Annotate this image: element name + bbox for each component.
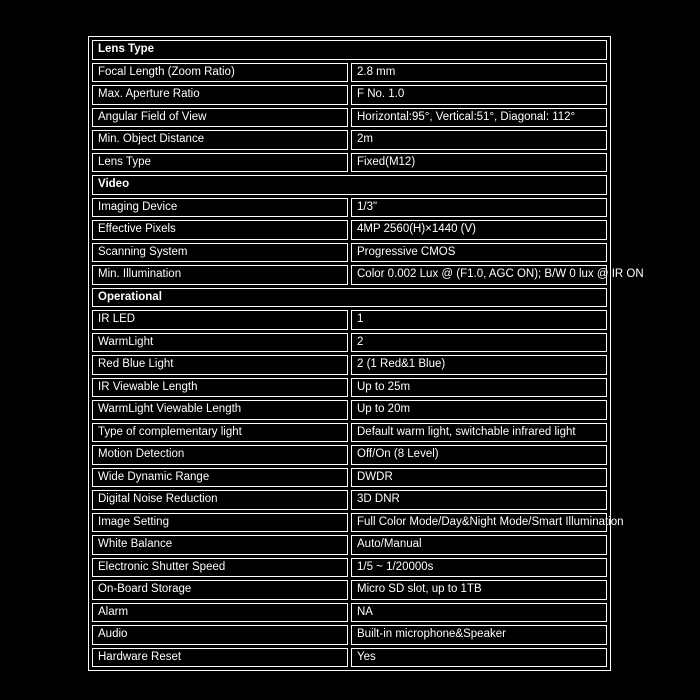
spec-value: 2 <box>351 333 607 353</box>
spec-row <box>92 85 607 105</box>
spec-row <box>92 265 607 285</box>
spec-value: Fixed(M12) <box>351 153 607 173</box>
spec-row <box>92 445 607 465</box>
spec-label: Motion Detection <box>92 445 348 465</box>
spec-value: Horizontal:95°, Vertical:51°, Diagonal: 112° <box>351 108 607 128</box>
spec-label: Wide Dynamic Range <box>92 468 348 488</box>
spec-table-body <box>92 40 644 667</box>
spec-row <box>92 108 607 128</box>
spec-label: Min. Object Distance <box>92 130 348 150</box>
spec-row <box>92 625 607 645</box>
spec-label: On-Board Storage <box>92 580 348 600</box>
spec-value: 1 <box>351 310 607 330</box>
spec-label: Scanning System <box>92 243 348 263</box>
section-header-row <box>92 40 607 60</box>
spec-label: Audio <box>92 625 348 645</box>
spec-value: 3D DNR <box>351 490 607 510</box>
spec-label: Digital Noise Reduction <box>92 490 348 510</box>
spec-value: Up to 25m <box>351 378 607 398</box>
spec-row <box>92 400 607 420</box>
spec-label: White Balance <box>92 535 348 555</box>
spec-label: Effective Pixels <box>92 220 348 240</box>
section-title: Video <box>92 175 607 195</box>
spec-row <box>92 355 607 375</box>
spec-value: NA <box>351 603 607 623</box>
spec-value: 1/3" <box>351 198 607 218</box>
spec-value: Off/On (8 Level) <box>351 445 607 465</box>
spec-label: Type of complementary light <box>92 423 348 443</box>
spec-row <box>92 558 607 578</box>
spec-label: Electronic Shutter Speed <box>92 558 348 578</box>
spec-value: Color 0.002 Lux @ (F1.0, AGC ON); B/W 0 lux @ IR ON <box>351 265 607 285</box>
spec-label: Lens Type <box>92 153 348 173</box>
spec-row <box>92 535 607 555</box>
spec-label: Imaging Device <box>92 198 348 218</box>
section-title: Operational <box>92 288 607 308</box>
spec-value: Auto/Manual <box>351 535 607 555</box>
spec-row <box>92 153 607 173</box>
spec-value: Yes <box>351 648 607 668</box>
spec-label: Image Setting <box>92 513 348 533</box>
section-header-row <box>92 288 607 308</box>
spec-label: WarmLight Viewable Length <box>92 400 348 420</box>
spec-label: Hardware Reset <box>92 648 348 668</box>
spec-label: Focal Length (Zoom Ratio) <box>92 63 348 83</box>
spec-row <box>92 603 607 623</box>
spec-label: Max. Aperture Ratio <box>92 85 348 105</box>
spec-row <box>92 648 607 668</box>
spec-value: Up to 20m <box>351 400 607 420</box>
section-title: Lens Type <box>92 40 607 60</box>
spec-value: 1/5 ~ 1/20000s <box>351 558 607 578</box>
spec-label: WarmLight <box>92 333 348 353</box>
spec-label: Red Blue Light <box>92 355 348 375</box>
spec-row <box>92 378 607 398</box>
spec-value: 2m <box>351 130 607 150</box>
spec-value: 2 (1 Red&1 Blue) <box>351 355 607 375</box>
spec-row <box>92 198 607 218</box>
spec-label: Min. Illumination <box>92 265 348 285</box>
spec-value: Full Color Mode/Day&Night Mode/Smart Illumination <box>351 513 607 533</box>
spec-label: Angular Field of View <box>92 108 348 128</box>
spec-value: Default warm light, switchable infrared light <box>351 423 607 443</box>
spec-value: Built-in microphone&Speaker <box>351 625 607 645</box>
spec-value: Micro SD slot, up to 1TB <box>351 580 607 600</box>
spec-row <box>92 468 607 488</box>
spec-value: 4MP 2560(H)×1440 (V) <box>351 220 607 240</box>
spec-row <box>92 310 607 330</box>
spec-label: Alarm <box>92 603 348 623</box>
spec-row <box>92 333 607 353</box>
spec-row <box>92 490 607 510</box>
spec-row <box>92 63 607 83</box>
spec-value: DWDR <box>351 468 607 488</box>
spec-row <box>92 130 607 150</box>
spec-row <box>92 243 607 263</box>
spec-table <box>88 36 644 671</box>
spec-row <box>92 580 607 600</box>
spec-value: F No. 1.0 <box>351 85 607 105</box>
spec-row <box>92 423 607 443</box>
spec-value: Progressive CMOS <box>351 243 607 263</box>
spec-value: 2.8 mm <box>351 63 607 83</box>
section-header-row <box>92 175 607 195</box>
spec-row <box>92 220 607 240</box>
spec-label: IR LED <box>92 310 348 330</box>
spec-row <box>92 513 607 533</box>
spec-label: IR Viewable Length <box>92 378 348 398</box>
